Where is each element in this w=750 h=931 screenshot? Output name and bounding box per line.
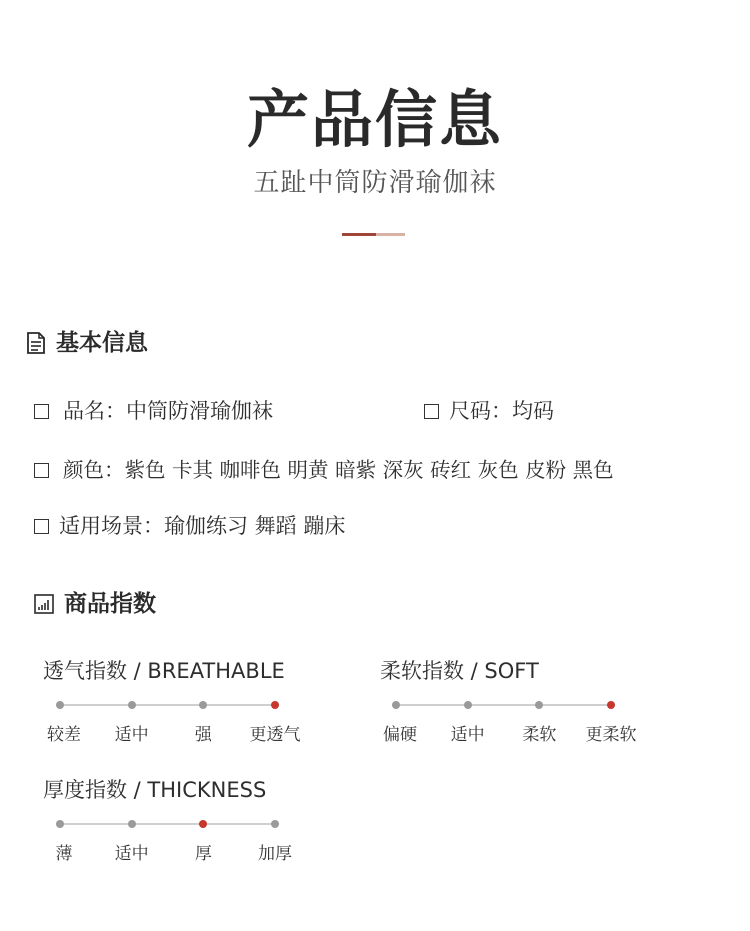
breathable-label: 更透气	[249, 725, 301, 745]
checkbox-icon	[34, 463, 49, 478]
soft-dot	[607, 701, 615, 709]
colors-line	[34, 456, 614, 484]
soft-label: 偏硬	[383, 725, 417, 745]
breathable-dot	[271, 701, 279, 709]
breathable-label: 较差	[47, 725, 81, 745]
index-heading	[34, 589, 156, 619]
thickness-dot	[56, 820, 64, 828]
thickness-label: 薄	[55, 844, 73, 864]
breathable-dot	[56, 701, 64, 709]
basic-info-heading	[26, 328, 148, 358]
title-divider-light	[376, 233, 405, 236]
title-divider-dark	[342, 233, 376, 236]
thickness-track	[60, 823, 275, 825]
thickness-dot	[128, 820, 136, 828]
soft-title: 柔软指数 / SOFT	[380, 659, 539, 683]
soft-label: 柔软	[522, 725, 557, 745]
checkbox-icon	[424, 404, 439, 419]
size-line	[424, 397, 554, 425]
checkbox-icon	[34, 404, 49, 419]
page-title: 产品信息	[246, 83, 503, 156]
soft-dot	[464, 701, 472, 709]
breathable-title: 透气指数 / BREATHABLE	[43, 659, 285, 683]
bar-chart-icon	[34, 594, 54, 614]
breathable-label: 适中	[114, 725, 149, 745]
product-name: 品名：中筒防滑瑜伽袜	[63, 399, 273, 423]
thickness-label: 加厚	[258, 844, 292, 864]
product-name-line	[34, 397, 273, 425]
product-colors: 颜色：紫色 卡其 咖啡色 明黄 暗紫 深灰 砖红 灰色 皮粉 黑色	[63, 458, 614, 482]
thickness-dot	[271, 820, 279, 828]
soft-label: 更柔软	[585, 725, 637, 745]
breathable-track	[60, 704, 275, 706]
thickness-label: 厚	[194, 844, 212, 864]
product-scenes: 适用场景：瑜伽练习 舞蹈 蹦床	[59, 514, 346, 538]
scenes-line	[34, 512, 345, 540]
product-size: 尺码：均码	[449, 399, 554, 423]
thickness-title: 厚度指数 / THICKNESS	[43, 778, 267, 802]
soft-label: 适中	[450, 725, 485, 745]
breathable-dot	[128, 701, 136, 709]
soft-dot	[535, 701, 543, 709]
document-icon	[26, 332, 46, 354]
page-subtitle: 五趾中筒防滑瑜伽袜	[253, 168, 497, 198]
index-heading-label: 商品指数	[64, 591, 156, 617]
soft-track	[396, 704, 611, 706]
checkbox-icon	[34, 519, 49, 534]
breathable-dot	[199, 701, 207, 709]
thickness-label: 适中	[114, 844, 149, 864]
soft-dot	[392, 701, 400, 709]
title-divider	[342, 233, 405, 236]
breathable-label: 强	[194, 725, 212, 745]
thickness-dot	[199, 820, 207, 828]
basic-info-heading-label: 基本信息	[56, 330, 148, 356]
